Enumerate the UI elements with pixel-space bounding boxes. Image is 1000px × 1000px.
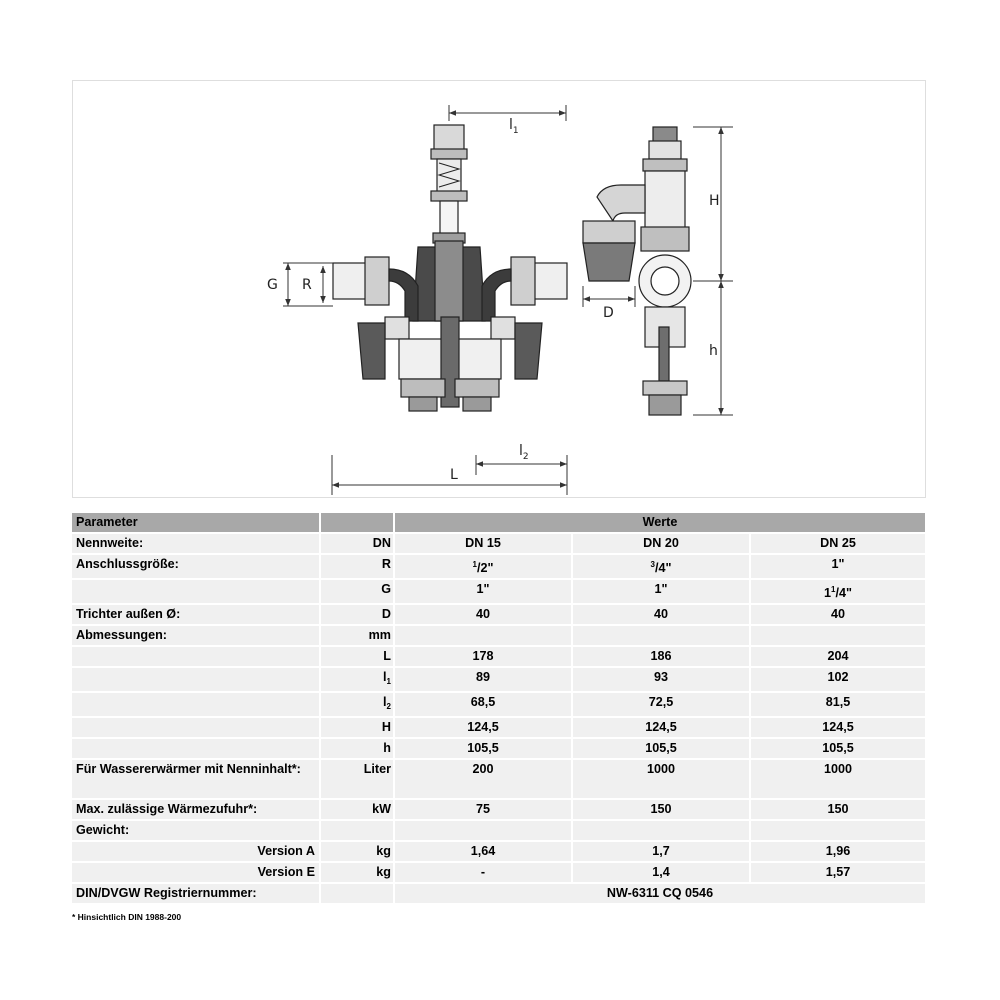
row-label (72, 693, 321, 718)
cell-value: 1" (573, 580, 751, 605)
row-unit: kg (321, 842, 395, 863)
cell-value: 150 (751, 800, 927, 821)
table-row (72, 842, 927, 863)
dim-label-h: h (709, 343, 718, 359)
row-unit: mm (321, 626, 395, 647)
row-label: Abmessungen: (72, 626, 321, 647)
row-label (72, 718, 321, 739)
table-row (72, 626, 927, 647)
cell-value: 75 (395, 800, 573, 821)
row-unit: R (321, 555, 395, 580)
table-row (72, 884, 927, 905)
footnote: * Hinsichtlich DIN 1988-200 (72, 912, 182, 922)
dim-label-l1: $l_1$ (509, 117, 519, 136)
table-row (72, 647, 927, 668)
cell-value: 1" (395, 580, 573, 605)
dim-label-G: G (267, 277, 278, 293)
row-unit: L (321, 647, 395, 668)
row-label: Gewicht: (72, 821, 321, 842)
cell-value: 105,5 (751, 739, 927, 760)
valve-front-view (333, 125, 567, 411)
cell-value (751, 821, 927, 842)
table-row (72, 760, 927, 800)
row-unit (321, 884, 395, 905)
cell-value: 200 (395, 760, 573, 800)
cell-value: 124,5 (751, 718, 927, 739)
dim-label-L: L (450, 467, 458, 483)
table-row (72, 800, 927, 821)
row-unit: $l_2$ (321, 693, 395, 718)
row-label: Nennweite: (72, 534, 321, 555)
row-unit (321, 821, 395, 842)
row-label: Trichter außen Ø: (72, 605, 321, 626)
table-row (72, 718, 927, 739)
dim-label-H: H (709, 193, 720, 209)
cell-value (573, 626, 751, 647)
row-unit: D (321, 605, 395, 626)
row-unit: DN (321, 534, 395, 555)
cell-value: 1000 (573, 760, 751, 800)
cell-value: 72,5 (573, 693, 751, 718)
cell-value: DN 25 (751, 534, 927, 555)
cell-value: 124,5 (573, 718, 751, 739)
cell-value: 1" (751, 555, 927, 580)
row-label: DIN/DVGW Registriernummer: (72, 884, 321, 905)
cell-value (751, 626, 927, 647)
cell-value: 40 (395, 605, 573, 626)
row-unit: kg (321, 863, 395, 884)
dim-label-R: R (302, 277, 312, 293)
row-unit: kW (321, 800, 395, 821)
table-row (72, 693, 927, 718)
cell-value: 1000 (751, 760, 927, 800)
row-label (72, 739, 321, 760)
row-label: Für Wassererwärmer mit Nenninhalt*: (72, 760, 321, 800)
row-label: Anschlussgröße: (72, 555, 321, 580)
cell-value (395, 821, 573, 842)
row-label (72, 580, 321, 605)
cell-value: $^1$/2" (395, 555, 573, 580)
table-header-row (72, 513, 927, 534)
spec-table (72, 513, 927, 905)
cell-value (395, 626, 573, 647)
table-row (72, 863, 927, 884)
cell-value: 1,64 (395, 842, 573, 863)
row-label (72, 647, 321, 668)
dim-label-D: D (603, 305, 614, 321)
valve-drawing (73, 81, 927, 499)
table-row (72, 555, 927, 580)
cell-value: 150 (573, 800, 751, 821)
row-unit: Liter (321, 760, 395, 800)
cell-value: 40 (751, 605, 927, 626)
cell-value: 124,5 (395, 718, 573, 739)
registration-number: NW-6311 CQ 0546 (395, 884, 927, 905)
valve-side-view (583, 127, 691, 415)
header-werte: Werte (395, 513, 927, 534)
table-row (72, 534, 927, 555)
cell-value: 102 (751, 668, 927, 693)
row-unit: G (321, 580, 395, 605)
row-label: Version A (72, 842, 321, 863)
technical-drawing-frame (72, 80, 926, 498)
cell-value: 89 (395, 668, 573, 693)
cell-value: DN 15 (395, 534, 573, 555)
table-row (72, 580, 927, 605)
row-label: Max. zulässige Wärmezufuhr*: (72, 800, 321, 821)
cell-value: 68,5 (395, 693, 573, 718)
cell-value: 81,5 (751, 693, 927, 718)
cell-value: 93 (573, 668, 751, 693)
cell-value: 1,4 (573, 863, 751, 884)
table-row (72, 739, 927, 760)
row-unit: $l_1$ (321, 668, 395, 693)
cell-value: 40 (573, 605, 751, 626)
cell-value: 105,5 (573, 739, 751, 760)
row-unit: H (321, 718, 395, 739)
table-row (72, 668, 927, 693)
table-row (72, 605, 927, 626)
cell-value: - (395, 863, 573, 884)
dim-label-l2: $l_2$ (519, 443, 529, 462)
cell-value: 1,96 (751, 842, 927, 863)
table-row (72, 821, 927, 842)
cell-value: 105,5 (395, 739, 573, 760)
cell-value: DN 20 (573, 534, 751, 555)
cell-value: 178 (395, 647, 573, 668)
row-label (72, 668, 321, 693)
cell-value: 204 (751, 647, 927, 668)
cell-value: 186 (573, 647, 751, 668)
cell-value: $1^1/4$" (751, 580, 927, 605)
header-unit (321, 513, 395, 534)
header-parameter: Parameter (72, 513, 321, 534)
row-unit: h (321, 739, 395, 760)
cell-value: 1,7 (573, 842, 751, 863)
cell-value: $^3$/4" (573, 555, 751, 580)
cell-value (573, 821, 751, 842)
row-label: Version E (72, 863, 321, 884)
cell-value: 1,57 (751, 863, 927, 884)
